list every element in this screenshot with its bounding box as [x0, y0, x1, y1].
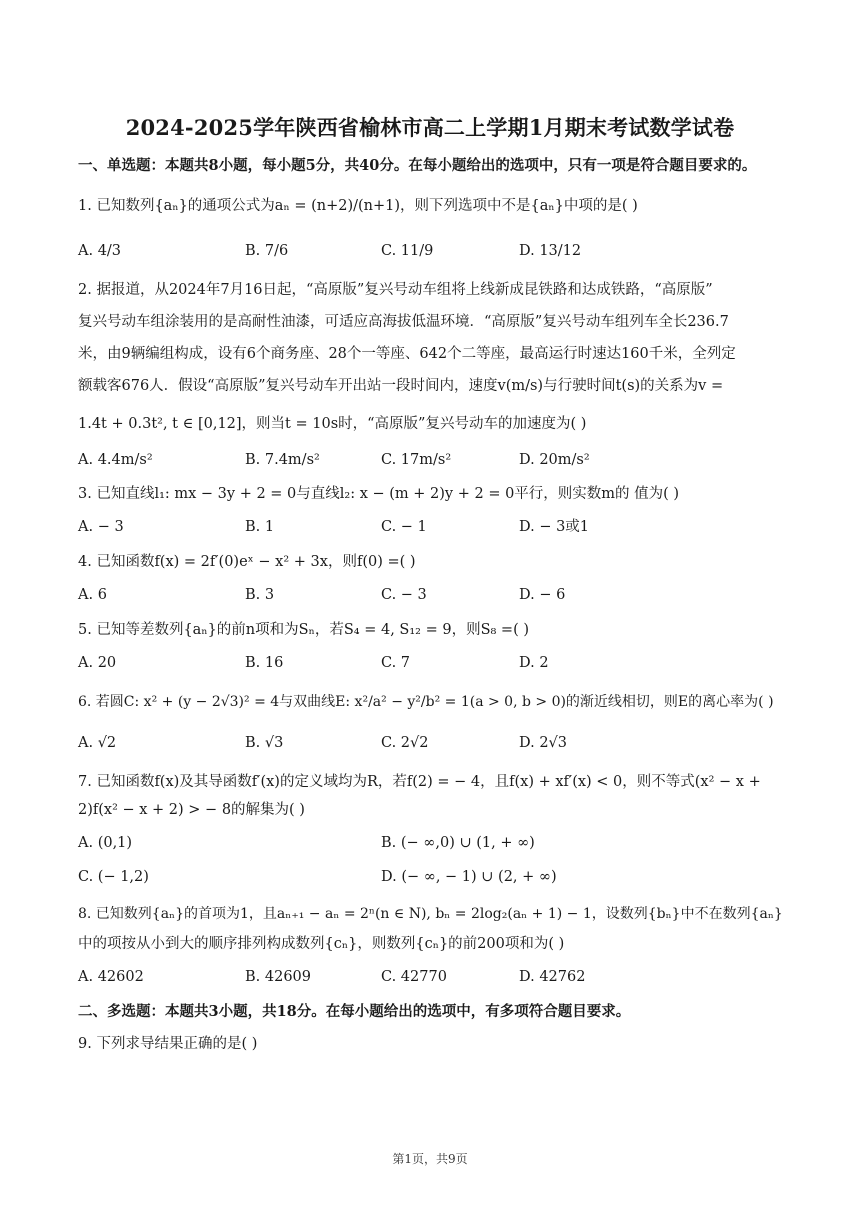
- question-1-stem: 1. 已知数列{aₙ}的通项公式为aₙ = (n+2)/(n+1)，则下列选项中不是{aₙ}中项的是( ): [78, 198, 638, 214]
- option-b: B. 3: [245, 587, 275, 603]
- option-c: C. 11/9: [381, 243, 434, 259]
- option-b: B. 16: [245, 655, 284, 671]
- question-2-line: 2. 据报道，从2024年7月16日起，“高原版”复兴号动车组将上线新成昆铁路和达成铁路，“高原版”: [78, 282, 713, 298]
- question-2-options: [78, 449, 788, 475]
- option-b: B. 1: [245, 519, 275, 535]
- option-c: C. − 3: [381, 587, 427, 603]
- section-heading-multiple-choice: 二、多选题：本题共3小题，共18分。在每小题给出的选项中，有多项符合题目要求。: [78, 1003, 631, 1020]
- page-title: 2024-2025学年陕西省榆林市高二上学期1月期末考试数学试卷: [125, 115, 735, 140]
- question-3-stem: 3. 已知直线l₁: mx − 3y + 2 = 0与直线l₂: x − (m + 2)y + 2 = 0平行，则实数m的 值为( ): [78, 486, 680, 502]
- page-footer: 第1页，共9页: [392, 1152, 468, 1166]
- question-8-options: [78, 966, 788, 992]
- option-c: C. − 1: [381, 519, 427, 535]
- option-b: B. (− ∞,0) ∪ (1, + ∞): [381, 835, 535, 851]
- option-a: A. 20: [78, 655, 117, 671]
- question-4-stem: 4. 已知函数f(x) = 2f′(0)eˣ − x² + 3x，则f(0) =( ): [78, 554, 416, 570]
- question-6-options: [78, 732, 788, 758]
- option-d: D. − 6: [519, 587, 566, 603]
- question-3-options: [78, 516, 788, 542]
- question-7-options-row-2: [78, 866, 788, 892]
- option-d: D. − 3或1: [519, 519, 590, 535]
- option-a: A. − 3: [78, 519, 124, 535]
- option-a: A. 4/3: [78, 243, 122, 259]
- question-2-line: 1.4t + 0.3t², t ∈ [0,12]，则当t = 10s时，“高原版”复兴号动车的加速度为( ): [78, 416, 587, 432]
- option-a: A. 4.4m/s²: [78, 452, 153, 468]
- section-heading-single-choice: 一、单选题：本题共8小题，每小题5分，共40分。在每小题给出的选项中，只有一项是符合题目要求的。: [78, 157, 757, 174]
- option-b: B. √3: [245, 735, 284, 751]
- question-6-stem: 6. 若圆C: x² + (y − 2√3)² = 4与双曲线E: x²/a² − y²/b² = 1(a > 0, b > 0)的渐近线相切，则E的离心率为( ): [78, 694, 774, 710]
- option-a: A. √2: [78, 735, 117, 751]
- option-a: A. (0,1): [78, 835, 133, 851]
- question-7-line: 7. 已知函数f(x)及其导函数f′(x)的定义域均为R，若f(2) = − 4，且f(x) + xf′(x) < 0，则不等式(x² − x +: [78, 774, 761, 790]
- option-d: D. 20m/s²: [519, 452, 590, 468]
- option-c: C. 42770: [381, 969, 447, 985]
- option-b: B. 7.4m/s²: [245, 452, 320, 468]
- option-a: A. 42602: [78, 969, 144, 985]
- option-d: D. 2√3: [519, 735, 568, 751]
- option-c: C. (− 1,2): [78, 869, 149, 885]
- option-c: C. 17m/s²: [381, 452, 452, 468]
- option-d: D. (− ∞, − 1) ∪ (2, + ∞): [381, 869, 557, 885]
- question-8-line: 中的项按从小到大的顺序排列构成数列{cₙ}，则数列{cₙ}的前200项和为( ): [78, 936, 565, 952]
- option-c: C. 7: [381, 655, 411, 671]
- question-5-options: [78, 652, 788, 678]
- question-7-options-row-1: [78, 832, 788, 858]
- question-2-line: 米，由9辆编组构成，设有6个商务座、28个一等座、642个二等座，最高运行时速达160千米，全列定: [78, 346, 736, 362]
- question-4-options: [78, 584, 788, 610]
- option-d: D. 13/12: [519, 243, 582, 259]
- question-9-stem: 9. 下列求导结果正确的是( ): [78, 1036, 258, 1052]
- option-c: C. 2√2: [381, 735, 429, 751]
- option-a: A. 6: [78, 587, 107, 603]
- option-b: B. 7/6: [245, 243, 289, 259]
- option-b: B. 42609: [245, 969, 312, 985]
- question-2-line: 额载客676人．假设“高原版”复兴号动车开出站一段时间内，速度v(m/s)与行驶时间t(s)的关系为v =: [78, 378, 724, 394]
- question-2-line: 复兴号动车组涂装用的是高耐性油漆，可适应高海拔低温环境．“高原版”复兴号动车组列车全长236.7: [78, 314, 729, 330]
- option-d: D. 42762: [519, 969, 586, 985]
- option-d: D. 2: [519, 655, 549, 671]
- question-7-line: 2)f(x² − x + 2) > − 8的解集为( ): [78, 802, 305, 818]
- question-8-line: 8. 已知数列{aₙ}的首项为1，且aₙ₊₁ − aₙ = 2ⁿ(n ∈ N), bₙ = 2log₂(aₙ + 1) − 1，设数列{bₙ}中不在数列{aₙ}: [78, 906, 783, 922]
- question-5-stem: 5. 已知等差数列{aₙ}的前n项和为Sₙ，若S₄ = 4, S₁₂ = 9，则S₈ =( ): [78, 622, 529, 638]
- question-1-options: [78, 240, 788, 266]
